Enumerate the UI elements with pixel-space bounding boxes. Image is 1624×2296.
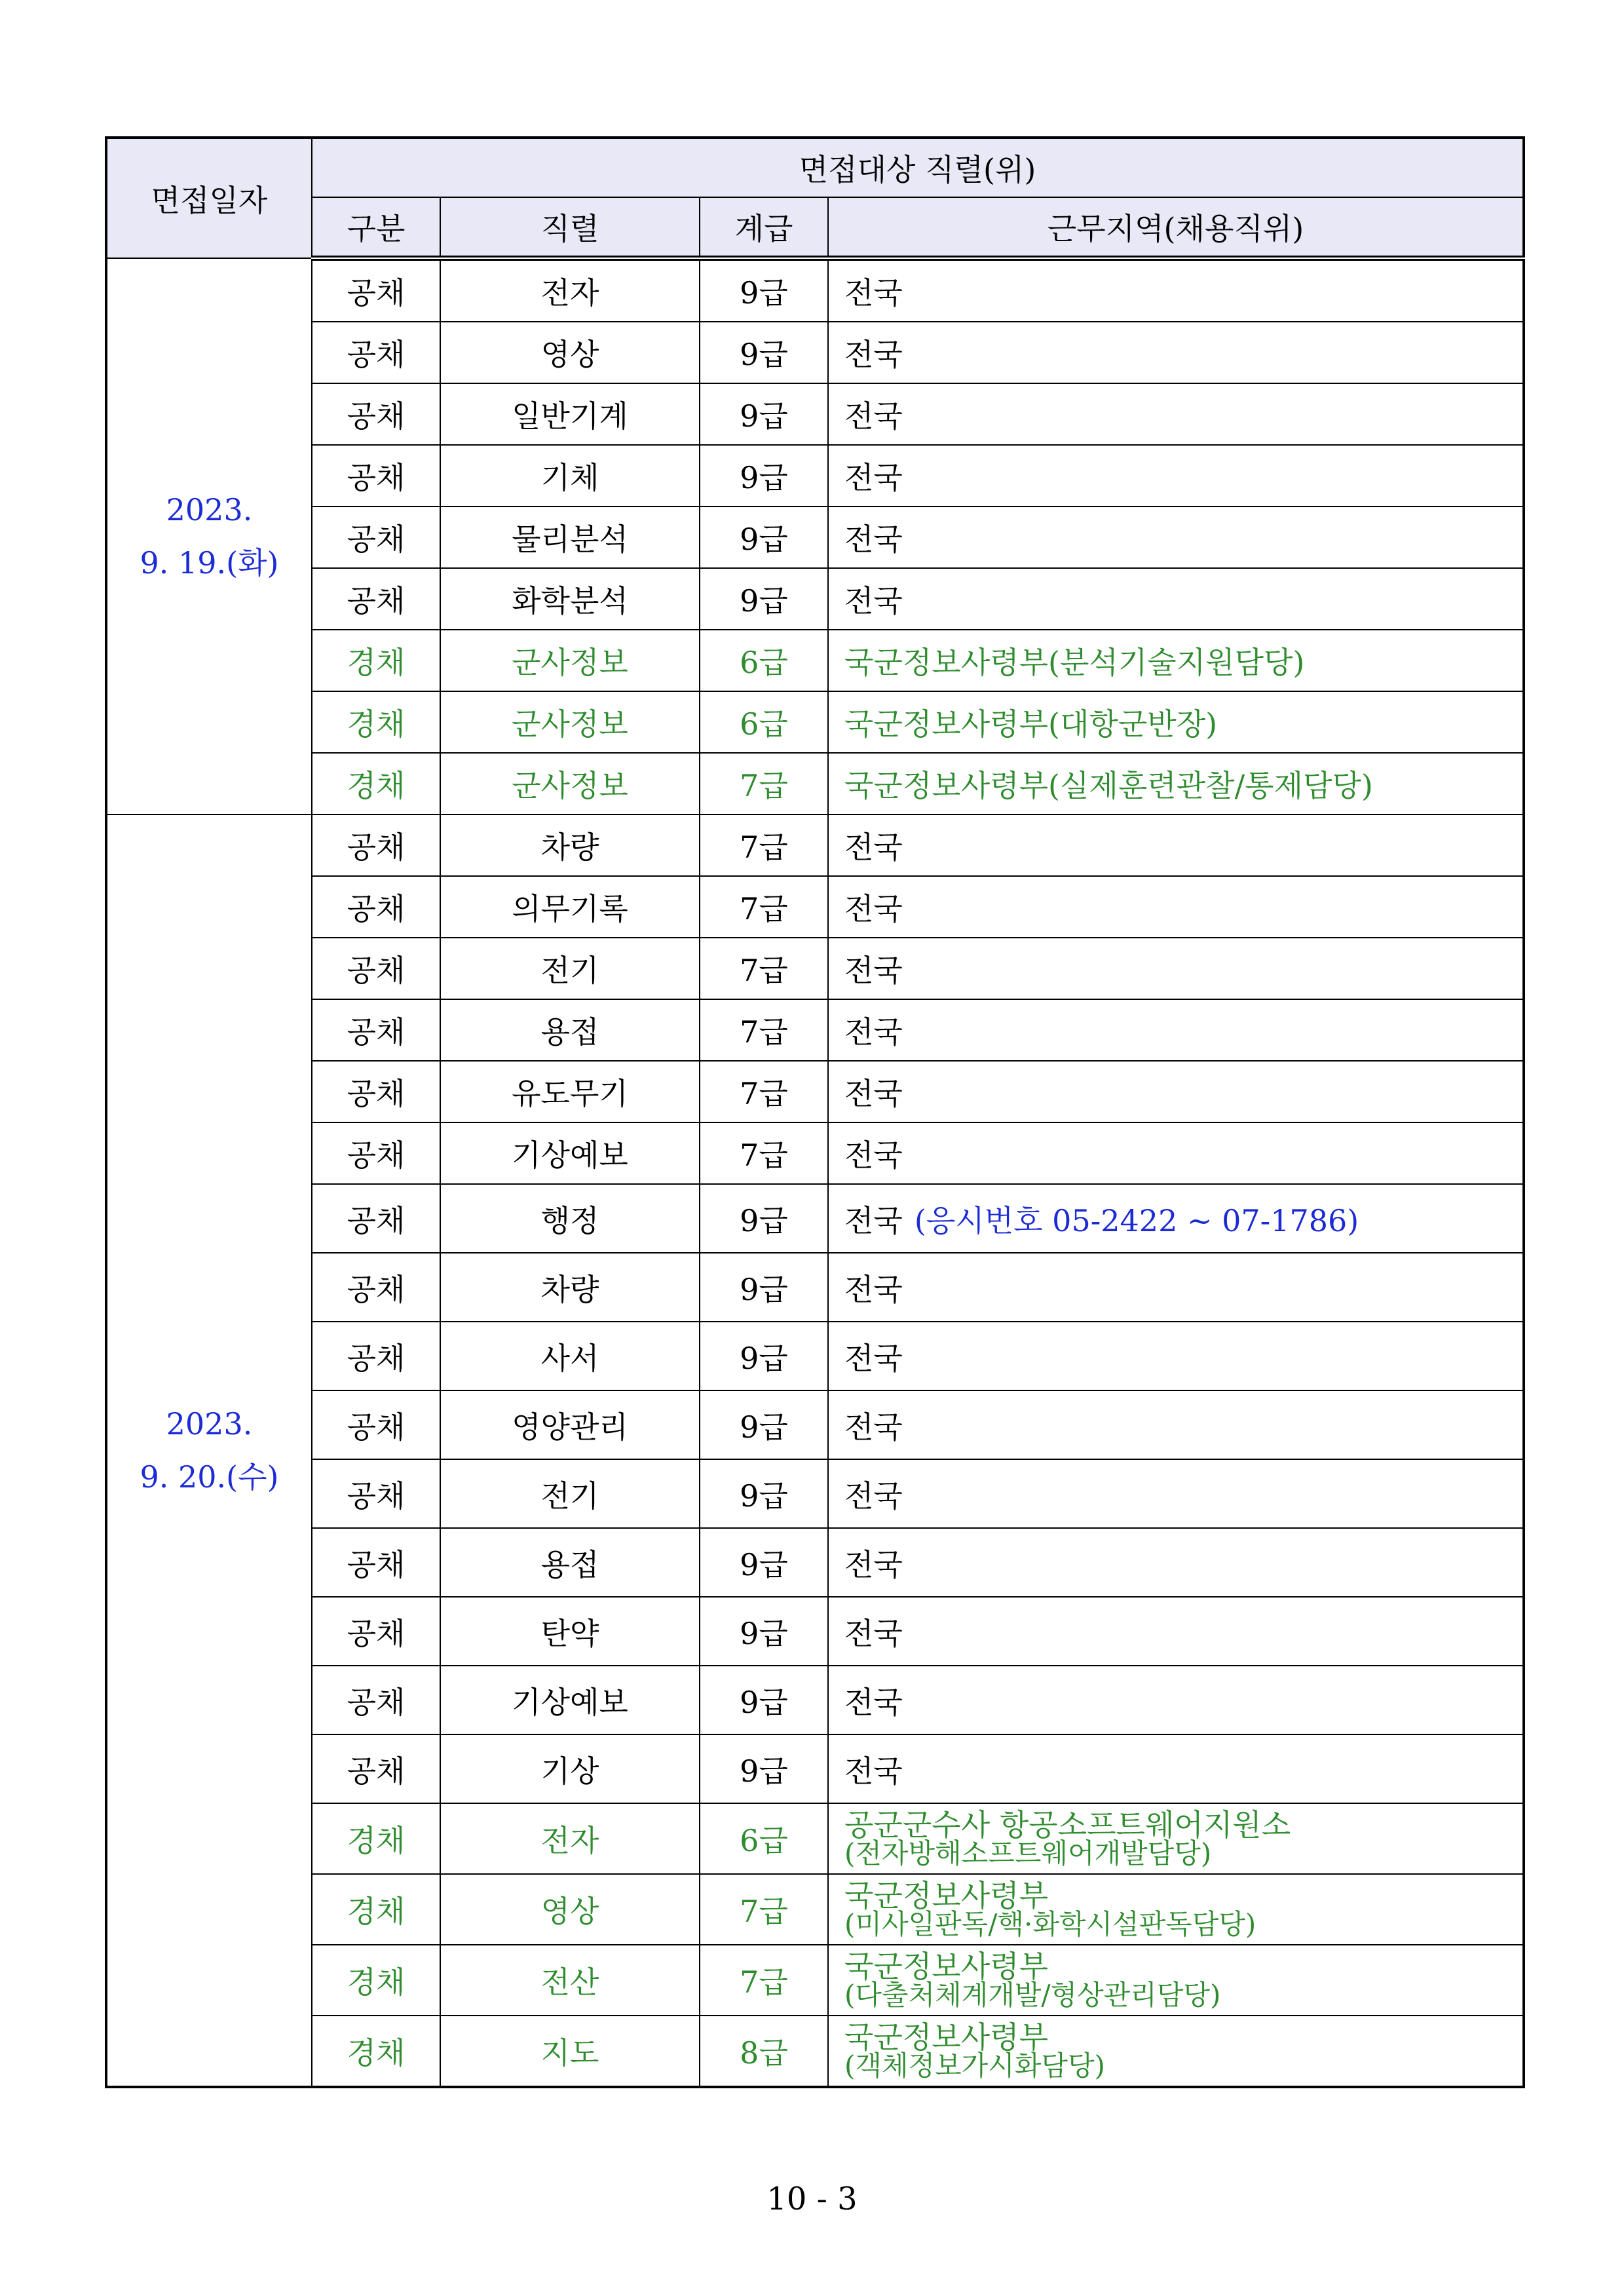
region-text: 전국 [844,1546,903,1582]
series-cell: 사서 [440,1322,700,1390]
series-cell: 용접 [440,1528,700,1597]
work-region-cell [828,1803,1524,1874]
table-row [106,1734,1524,1803]
category-cell: 공채 [312,1061,440,1122]
table-row [106,1122,1524,1184]
table-row [106,814,1524,876]
grade-cell: 9급 [700,322,828,383]
series-cell: 차량 [440,1253,700,1322]
region-text: 전국 [844,275,903,311]
series-cell: 전자 [440,258,700,322]
series-cell: 용접 [440,999,700,1061]
table-row [106,322,1524,383]
series-cell: 군사정보 [440,753,700,814]
region-line: 공군군수사 항공소프트웨어지원소 [844,1807,1291,1843]
region-text: 전국 [844,830,903,865]
table-row [106,507,1524,568]
region-text: 전국 [844,337,903,372]
region-text: 국군정보사령부(실제훈련관찰/통제담당) [844,768,1373,803]
table-row [106,630,1524,691]
header-interview-date: 면접일자 [106,138,312,258]
work-region-cell [828,1061,1524,1122]
grade-cell: 9급 [700,568,828,630]
work-region-cell [828,507,1524,568]
work-region-cell [828,1390,1524,1459]
category-cell: 경채 [312,2016,440,2087]
region-text: 전국 [844,1684,903,1720]
work-region-cell [828,445,1524,507]
category-cell: 공채 [312,1322,440,1390]
work-region-cell [828,1666,1524,1734]
series-cell: 영상 [440,1874,700,1945]
table-row [106,2016,1524,2087]
grade-cell: 7급 [700,876,828,938]
category-cell: 경채 [312,630,440,691]
date-year: 2023. [166,1406,253,1442]
table-row [106,1390,1524,1459]
grade-cell: 6급 [700,1803,828,1874]
work-region-cell [828,1528,1524,1597]
grade-cell: 9급 [700,1253,828,1322]
grade-cell: 7급 [700,1061,828,1122]
table-row [106,691,1524,753]
category-cell: 경채 [312,1803,440,1874]
category-cell: 공채 [312,383,440,445]
region-text: 전국 [844,1615,903,1651]
region-line: 국군정보사령부 [844,1878,1049,1913]
region-text: 전국 [844,460,903,495]
series-cell: 전기 [440,938,700,999]
table-row [106,1945,1524,2016]
work-region-cell [828,691,1524,753]
table-row [106,876,1524,938]
work-region-cell [828,1597,1524,1666]
category-cell: 공채 [312,258,440,322]
grade-cell: 7급 [700,753,828,814]
work-region-cell [828,1122,1524,1184]
interview-date-cell [106,814,312,2087]
region-text: 전국 [844,1409,903,1445]
grade-cell: 9급 [700,1734,828,1803]
region-text: 전국 [844,522,903,557]
grade-cell: 7급 [700,999,828,1061]
region-text: 전국 [844,953,903,988]
header-target-series: 면접대상 직렬(위) [312,138,1524,197]
region-text: 전국 [844,1753,903,1789]
series-cell: 전산 [440,1945,700,2016]
table-row [106,1666,1524,1734]
header-grade: 계급 [700,197,828,258]
table-row [106,1459,1524,1528]
category-cell: 공채 [312,507,440,568]
grade-cell: 9급 [700,1666,828,1734]
work-region-cell [828,1459,1524,1528]
category-cell: 공채 [312,1528,440,1597]
region-text: 국군정보사령부(대항군반장) [844,706,1218,742]
region-text: 전국 [844,398,903,434]
category-cell: 공채 [312,876,440,938]
grade-cell: 9급 [700,1322,828,1390]
category-cell: 경채 [312,1874,440,1945]
table-row [106,999,1524,1061]
position-line: (객체정보가시화담당) [844,2050,1105,2082]
grade-cell: 9급 [700,1459,828,1528]
series-cell: 영양관리 [440,1390,700,1459]
series-cell: 전자 [440,1803,700,1874]
series-cell: 영상 [440,322,700,383]
grade-cell: 9급 [700,1597,828,1666]
series-cell: 행정 [440,1184,700,1253]
position-line: (미사일판독/핵·화학시설판독담당) [844,1908,1256,1940]
series-cell: 의무기록 [440,876,700,938]
category-cell: 공채 [312,1253,440,1322]
region-text: 전국 [844,1014,903,1050]
work-region-cell [828,630,1524,691]
region-text: 전국 [844,1340,903,1376]
region-text: 전국 [844,1138,903,1173]
table-row [106,1528,1524,1597]
page-number: 10 - 3 [766,2181,858,2217]
category-cell: 공채 [312,1597,440,1666]
region-text: 전국 [844,583,903,619]
header-series: 직렬 [440,197,700,258]
series-cell: 탄약 [440,1597,700,1666]
interview-date-cell [106,258,312,814]
region-text: 전국 [844,1478,903,1514]
grade-cell: 6급 [700,691,828,753]
grade-cell: 8급 [700,2016,828,2087]
table-row [106,445,1524,507]
table-row [106,383,1524,445]
grade-cell: 9급 [700,445,828,507]
table-row [106,1184,1524,1253]
series-cell: 군사정보 [440,630,700,691]
table-row [106,753,1524,814]
group-sep19 [106,258,1524,814]
series-cell: 물리분석 [440,507,700,568]
grade-cell: 9급 [700,258,828,322]
grade-cell: 9급 [700,507,828,568]
work-region-cell [828,568,1524,630]
category-cell: 공채 [312,445,440,507]
work-region-cell [828,322,1524,383]
table-row [106,1322,1524,1390]
series-cell: 전기 [440,1459,700,1528]
grade-cell: 9급 [700,1184,828,1253]
category-cell: 공채 [312,1184,440,1253]
category-cell: 공채 [312,1666,440,1734]
table-row [106,938,1524,999]
date-day: 9. 19.(화) [140,545,279,581]
header-work-region: 근무지역(채용직위) [828,197,1524,258]
series-cell: 일반기계 [440,383,700,445]
header-category: 구분 [312,197,440,258]
work-region-cell [828,876,1524,938]
series-cell: 차량 [440,814,700,876]
table-row [106,1803,1524,1874]
interview-schedule-table [105,136,1525,2088]
series-cell: 기상예보 [440,1666,700,1734]
series-cell: 기체 [440,445,700,507]
category-cell: 공채 [312,1122,440,1184]
work-region-cell [828,814,1524,876]
grade-cell: 9급 [700,1390,828,1459]
grade-cell: 9급 [700,383,828,445]
position-line: (다출처체계개발/형상관리담당) [844,1979,1221,2011]
region-text: 전국 [844,1076,903,1111]
table-row [106,568,1524,630]
table-row [106,1597,1524,1666]
series-cell: 유도무기 [440,1061,700,1122]
category-cell: 공채 [312,938,440,999]
region-text: 전국 [844,1202,903,1238]
region-text: 전국 [844,891,903,927]
grade-cell: 6급 [700,630,828,691]
group-sep20 [106,814,1524,2087]
table-row [106,1253,1524,1322]
grade-cell: 7급 [700,814,828,876]
work-region-cell [828,753,1524,814]
region-line: 국군정보사령부 [844,2019,1049,2055]
work-region-cell [828,1945,1524,2016]
table-row [106,1874,1524,1945]
series-cell: 군사정보 [440,691,700,753]
grade-cell: 7급 [700,938,828,999]
category-cell: 공채 [312,1390,440,1459]
table-row [106,258,1524,322]
series-cell: 기상 [440,1734,700,1803]
category-cell: 공채 [312,999,440,1061]
work-region-cell [828,999,1524,1061]
region-text: 국군정보사령부(분석기술지원담당) [844,645,1305,680]
position-line: (전자방해소프트웨어개발담당) [844,1837,1212,1869]
work-region-cell [828,1253,1524,1322]
grade-cell: 7급 [700,1945,828,2016]
date-year: 2023. [166,492,253,527]
series-cell: 지도 [440,2016,700,2087]
series-cell: 화학분석 [440,568,700,630]
category-cell: 경채 [312,691,440,753]
grade-cell: 7급 [700,1122,828,1184]
series-cell: 기상예보 [440,1122,700,1184]
table-row [106,1061,1524,1122]
work-region-cell [828,1322,1524,1390]
grade-cell: 7급 [700,1874,828,1945]
category-cell: 공채 [312,1459,440,1528]
work-region-cell [828,383,1524,445]
category-cell: 공채 [312,1734,440,1803]
category-cell: 경채 [312,1945,440,2016]
exam-number-note: (응시번호 05-2422 ~ 07-1786) [914,1202,1359,1238]
category-cell: 공채 [312,814,440,876]
work-region-cell [828,2016,1524,2087]
work-region-cell [828,1874,1524,1945]
region-text: 전국 [844,1271,903,1307]
work-region-cell [828,938,1524,999]
category-cell: 공채 [312,322,440,383]
grade-cell: 9급 [700,1528,828,1597]
work-region-cell [828,1184,1524,1253]
work-region-cell [828,258,1524,322]
region-line: 국군정보사령부 [844,1949,1049,1984]
date-day: 9. 20.(수) [140,1459,279,1495]
category-cell: 경채 [312,753,440,814]
work-region-cell [828,1734,1524,1803]
category-cell: 공채 [312,568,440,630]
